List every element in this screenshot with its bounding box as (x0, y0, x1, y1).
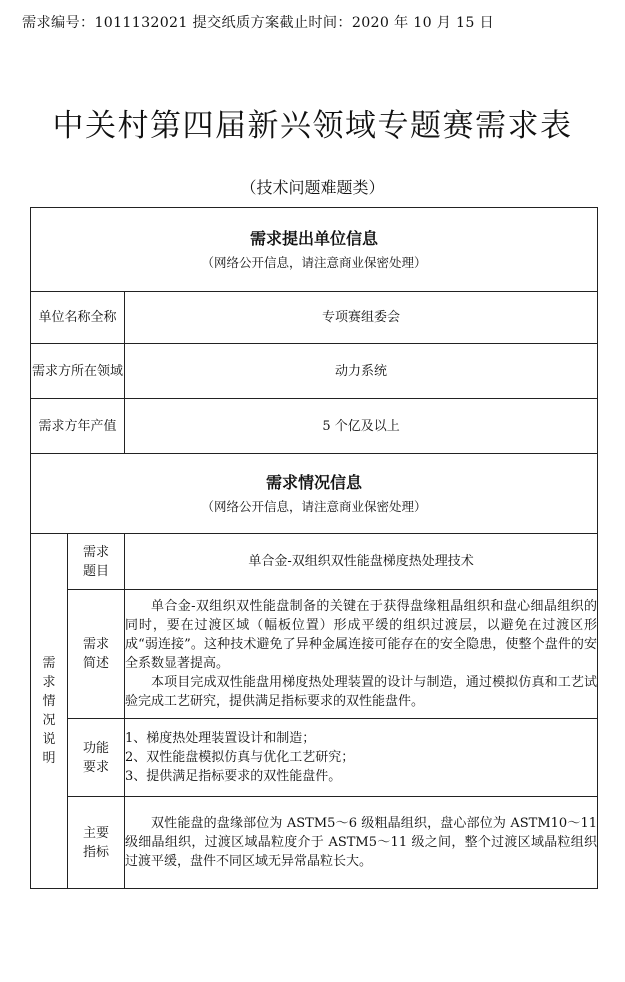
domain-value: 动力系统 (125, 344, 598, 399)
summary-paragraph: 单合金-双组织双性能盘制备的关键在于获得盘缘粗晶组织和盘心细晶组织的同时，要在过渡区域（幅板位置）形成平缓的组织过渡层，以避免在过渡区形成“弱连接”。这种技术避免了异种金属连接可能存在的安全隐患，使整个盘件的安全系数显著提高。 (125, 599, 598, 671)
table-row (31, 534, 598, 590)
indicators-paragraph: 双性能盘的盘缘部位为 ASTM5～6 级粗晶组织，盘心部位为 ASTM10～11 级细晶组织，过渡区域晶粒度介于 ASTM5～11 级之间，整个过渡区域晶粒组织过渡平缓，盘件不同区域无异常晶粒长大。 (125, 816, 598, 869)
section-title-unit-info: 需求提出单位信息 (250, 228, 379, 248)
demand-side-label (31, 534, 68, 889)
domain-label: 需求方所在领域 (31, 344, 125, 399)
table-row (31, 590, 598, 719)
table-row (31, 399, 598, 454)
annual-output-value: 5 个亿及以上 (125, 399, 598, 454)
topic-value: 单合金-双组织双性能盘梯度热处理技术 (125, 534, 598, 590)
table-row (31, 719, 598, 797)
section-header-demand-info (31, 454, 598, 534)
list-item: 3、提供满足指标要求的双性能盘件。 (125, 769, 342, 784)
table-row (31, 292, 598, 344)
summary-label-cell (68, 590, 125, 719)
section-note-unit-info: （网络公开信息，请注意商业保密处理） (201, 254, 427, 270)
page-subtitle: （技术问题难题类） (240, 178, 385, 197)
demand-side-label-text: 需求情况说明 (42, 656, 56, 766)
function-label: 功能要求 (83, 740, 110, 775)
indicators-label-cell (68, 797, 125, 889)
requirement-form-table (30, 207, 598, 889)
list-item: 1、梯度热处理装置设计和制造； (125, 731, 316, 746)
list-item: 2、双性能盘模拟仿真与优化工艺研究； (125, 750, 355, 765)
requirement-number-line: 需求编号：1011132021 提交纸质方案截止时间：2020 年 10 月 15 日 (22, 15, 494, 31)
annual-output-label: 需求方年产值 (31, 399, 125, 454)
table-row (31, 344, 598, 399)
topic-label: 需求题目 (83, 544, 110, 579)
page-title: 中关村第四届新兴领域专题赛需求表 (52, 108, 573, 144)
unit-name-value: 专项赛组委会 (125, 292, 598, 344)
unit-name-label: 单位名称全称 (31, 292, 125, 344)
indicators-label: 主要指标 (83, 825, 110, 860)
table-row (31, 797, 598, 889)
section-note-demand-info: （网络公开信息，请注意商业保密处理） (201, 498, 427, 514)
indicators-text (125, 797, 598, 889)
section-title-demand-info: 需求情况信息 (266, 472, 363, 492)
section-header-unit-info (31, 208, 598, 292)
summary-paragraph: 本项目完成双性能盘用梯度热处理装置的设计与制造，通过模拟仿真和工艺试验完成工艺研究，提供满足指标要求的双性能盘件。 (125, 675, 598, 709)
function-label-cell (68, 719, 125, 797)
function-list (125, 719, 598, 797)
summary-label: 需求简述 (83, 637, 110, 671)
topic-label-cell (68, 534, 125, 590)
summary-text (125, 590, 598, 719)
